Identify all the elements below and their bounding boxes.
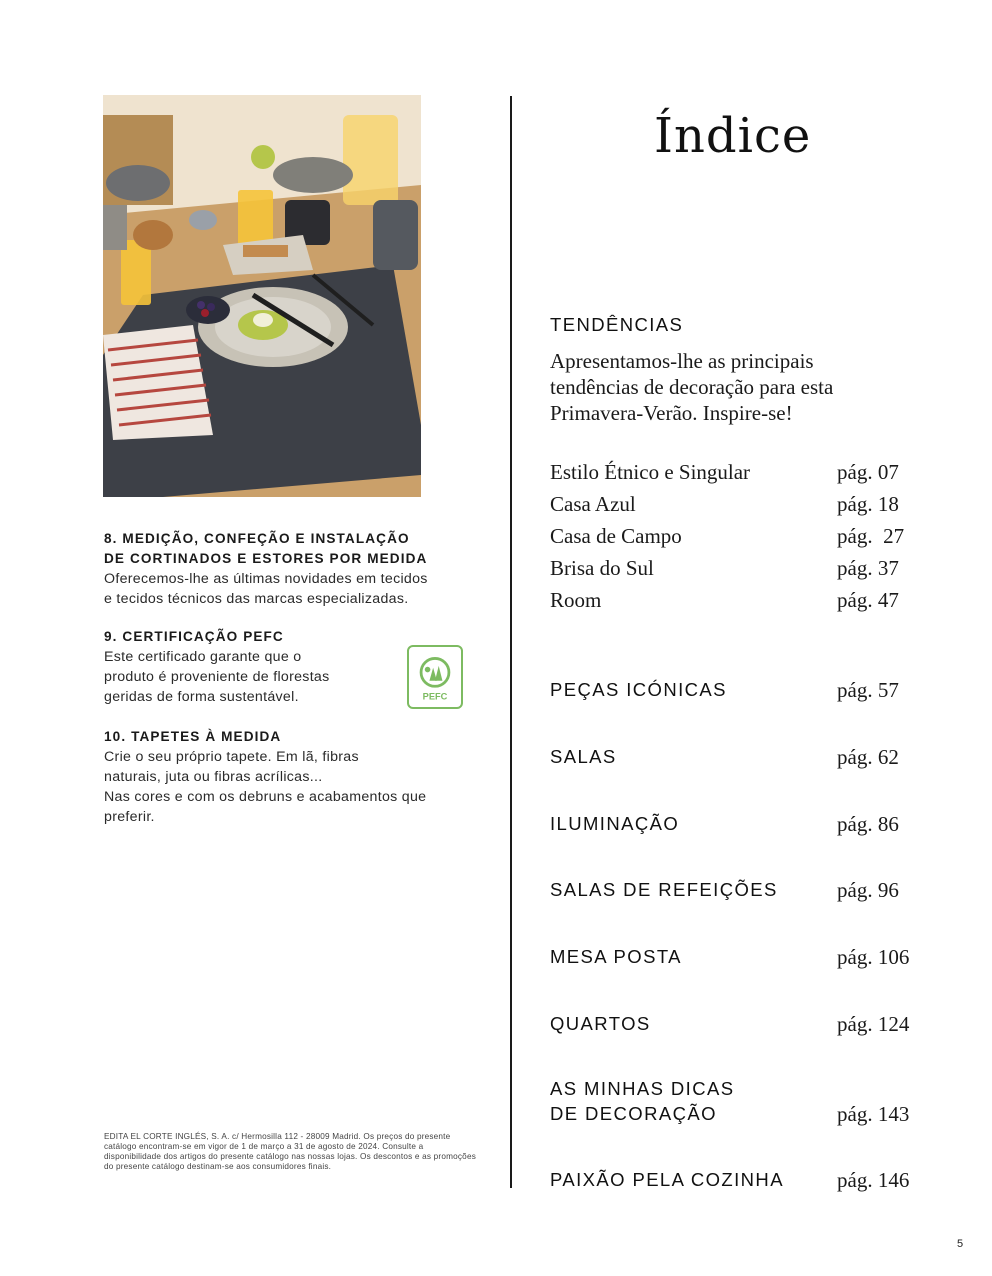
section-paixao-pela-cozinha[interactable]: PAIXÃO PELA COZINHA — [550, 1169, 784, 1190]
section-dicas-line1[interactable]: AS MINHAS DICAS — [550, 1078, 735, 1099]
list-item[interactable] — [550, 555, 910, 587]
section-8-heading-line1: 8. MEDIÇÃO, CONFEÇÃO E INSTALAÇÃO — [104, 531, 410, 546]
tendencias-heading: TENDÊNCIAS — [550, 314, 684, 335]
section-8-text-line2: e tecidos técnicos das marcas especializadas. — [104, 591, 409, 607]
pefc-logo-icon — [407, 645, 463, 709]
page-number: 5 — [957, 1238, 964, 1250]
list-item[interactable] — [550, 523, 910, 555]
tendencias-intro — [550, 348, 880, 426]
index-title: Índice — [654, 108, 812, 164]
section-8-curtains — [104, 529, 494, 609]
section-pecas-iconicas-page: pág. 57 — [837, 678, 899, 702]
section-9-heading: 9. CERTIFICAÇÃO PEFC — [104, 629, 284, 644]
legal-notice: EDITA EL CORTE INGLÉS, S. A. c/ Hermosilla 112 - 28009 Madrid. Os preços do presente catálogo encontram-se em vigor de 1 de março a 31 de agosto de 2024. Consulte a disponibilidade dos artigos do presente catálogo nas nossas lojas. Os descontos e as promoções do presente catálogo destinam-se aos consumidores finais. — [104, 1132, 476, 1171]
list-item-page: pág. 18 — [837, 492, 899, 516]
list-item-page: pág. 37 — [837, 556, 899, 580]
section-10-text-line2: naturais, juta ou fibras acrílicas... — [104, 769, 323, 785]
pefc-logo-graphic — [409, 647, 461, 707]
list-item-name: Casa de Campo — [550, 524, 682, 548]
list-item-name: Room — [550, 588, 602, 612]
section-dicas-line2[interactable]: DE DECORAÇÃO — [550, 1103, 717, 1124]
section-paixao-pela-cozinha-page: pág. 146 — [837, 1168, 910, 1192]
section-salas-de-refeicoes-page: pág. 96 — [837, 878, 899, 902]
list-item-page: pág. 27 — [837, 524, 905, 548]
section-10-text-line3: Nas cores e com os debruns e acabamentos que — [104, 789, 427, 805]
tendencias-intro-line3: Primavera-Verão. Inspire-se! — [550, 401, 793, 425]
section-9-text-line1: Este certificado garante que o — [104, 649, 302, 665]
breakfast-table-photo — [103, 95, 421, 497]
section-10-heading: 10. TAPETES À MEDIDA — [104, 729, 282, 744]
tendencias-list — [550, 459, 910, 619]
list-item-name: Brisa do Sul — [550, 556, 654, 580]
section-salas-page: pág. 62 — [837, 745, 899, 769]
section-salas-de-refeicoes[interactable]: SALAS DE REFEIÇÕES — [550, 879, 778, 900]
section-8-heading-line2: DE CORTINADOS E ESTORES POR MEDIDA — [104, 551, 428, 566]
list-item[interactable] — [550, 459, 910, 491]
column-divider — [510, 96, 512, 1188]
section-9-text-line2: produto é proveniente de florestas — [104, 669, 330, 685]
list-item[interactable] — [550, 491, 910, 523]
list-item-page: pág. 47 — [837, 588, 899, 612]
list-item-name: Estilo Étnico e Singular — [550, 460, 751, 484]
section-mesa-posta-page: pág. 106 — [837, 945, 910, 969]
tendencias-intro-line1: Apresentamos-lhe as principais — [550, 349, 814, 373]
section-dicas-page: pág. 143 — [837, 1102, 910, 1126]
section-iluminacao[interactable]: ILUMINAÇÃO — [550, 813, 680, 834]
section-quartos-page: pág. 124 — [837, 1012, 910, 1036]
section-9-text-line3: geridas de forma sustentável. — [104, 689, 299, 705]
section-salas[interactable]: SALAS — [550, 746, 617, 767]
section-pecas-iconicas[interactable]: PEÇAS ICÓNICAS — [550, 679, 727, 700]
list-item-page: pág. 07 — [837, 460, 899, 484]
pefc-logo-label: PEFC — [422, 691, 448, 702]
section-10-rugs — [104, 727, 494, 827]
section-iluminacao-page: pág. 86 — [837, 812, 899, 836]
section-quartos[interactable]: QUARTOS — [550, 1013, 651, 1034]
list-item-name: Casa Azul — [550, 492, 636, 516]
tendencias-intro-line2: tendências de decoração para esta — [550, 375, 834, 399]
section-10-text-line4: preferir. — [104, 809, 155, 825]
list-item[interactable] — [550, 587, 910, 619]
section-10-text-line1: Crie o seu próprio tapete. Em lã, fibras — [104, 749, 359, 765]
section-8-text-line1: Oferecemos-lhe as últimas novidades em tecidos — [104, 571, 428, 587]
photo-illustration — [103, 95, 421, 497]
section-mesa-posta[interactable]: MESA POSTA — [550, 946, 682, 967]
